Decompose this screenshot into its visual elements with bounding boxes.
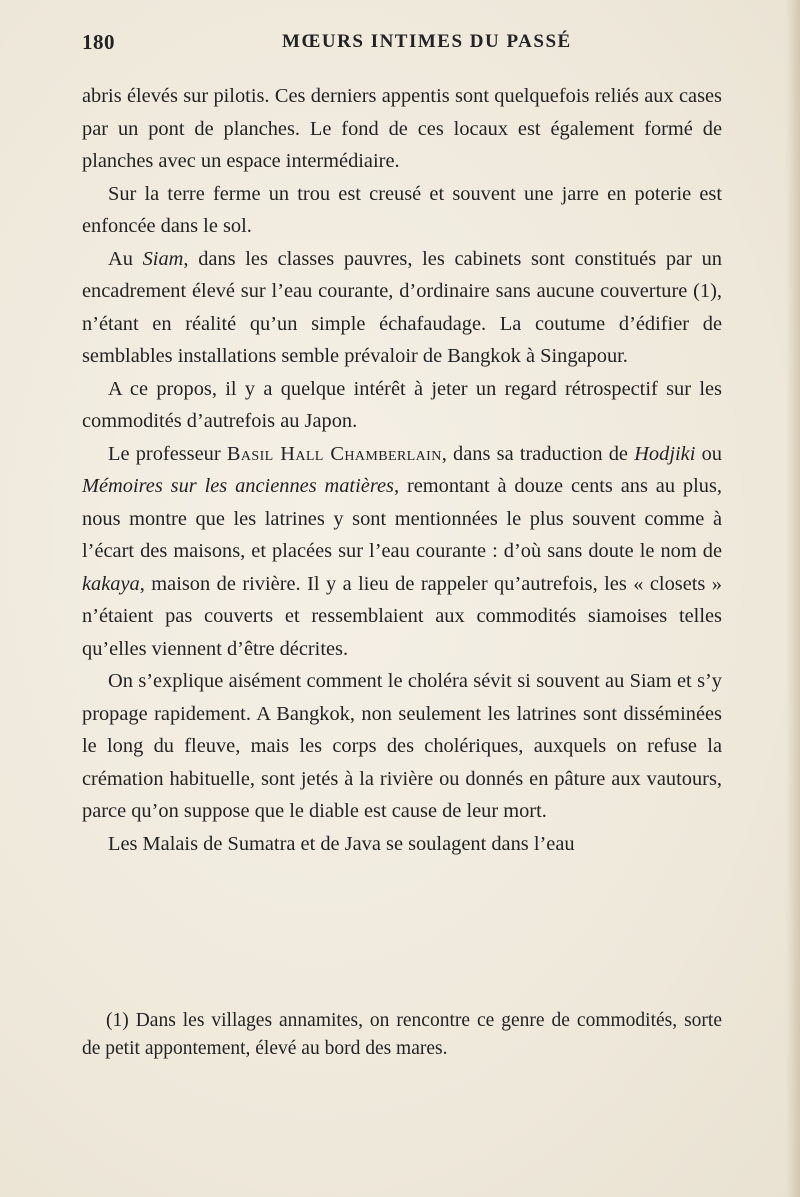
text-run: Le professeur (108, 442, 227, 465)
text-run: , dans sa traduction de (441, 442, 635, 465)
page-header (82, 30, 722, 60)
text-run: ou (695, 442, 722, 465)
italic-run: kakaya (82, 572, 140, 595)
paragraph (82, 80, 722, 178)
text-run: A ce propos, il y a quelque intérêt à jeter un regard rétrospectif sur les commodités d’autrefois au Japon. (82, 377, 722, 432)
text-run: abris élevés sur pilotis. Ces derniers appentis sont quelquefois reliés aux cases par un pont de planches. Le fond de ces locaux est également formé de planches avec un espace intermédiaire. (82, 85, 722, 172)
italic-run: Hodjiki (634, 442, 696, 465)
text-run: Sur la terre ferme un trou est creusé et souvent une jarre en poterie est enfoncée dans le sol. (82, 182, 722, 237)
paragraph (82, 828, 722, 861)
paragraph (82, 438, 722, 666)
paragraph (82, 373, 722, 438)
text-run: , dans les classes pauvres, les cabinets sont constitués par un encadrement élevé sur l’eau courante, d’ordinaire sans aucune couverture (1), n’étant en réalité qu’un simple échafaudage. La coutume d’édifier de semblables installations semble prévaloir de Bangkok à Singapour. (82, 247, 722, 367)
text-run: , maison de rivière. Il y a lieu de rappeler qu’autrefois, les « closets » n’étaient pas couverts et ressemblaient aux commodités siamoises telles qu’elles viennent d’être décrites. (82, 572, 722, 660)
page-number: 180 (82, 30, 115, 54)
running-title: MŒURS INTIMES DU PASSÉ (282, 31, 572, 52)
footnote (82, 1007, 722, 1063)
italic-run: Mémoires sur les anciennes matières (82, 475, 394, 497)
text-run: , remontant à douze cents ans au plus, nous montre que les latrines y sont mentionnées le plus souvent comme à l’écart des maisons, et placées sur l’eau courante : d’où sans doute le nom de (82, 475, 722, 562)
author-name: Basil Hall Chamberlain (226, 442, 442, 465)
text-run: Les Malais de Sumatra et de Java se soulagent dans l’eau (108, 832, 575, 855)
text-run: Au (108, 247, 143, 270)
paragraph (82, 178, 722, 243)
paragraph (82, 665, 722, 828)
italic-run: Siam (142, 247, 184, 270)
footnote-text: (1) Dans les villages annamites, on rencontre ce genre de commodités, sorte de petit appontement, élevé au bord des mares. (82, 1010, 722, 1059)
paragraph (82, 243, 722, 373)
body-text (82, 80, 722, 860)
page-edge-shadow (786, 0, 800, 1197)
text-run: On s’explique aisément comment le choléra sévit si souvent au Siam et s’y propage rapidement. A Bangkok, non seulement les latrines sont disséminées le long du fleuve, mais les corps des cholériques, auxquels on refuse la crémation habituelle, sont jetés à la rivière ou donnés en pâture aux vautours, parce qu’on suppose que le diable est cause de leur mort. (82, 670, 722, 822)
